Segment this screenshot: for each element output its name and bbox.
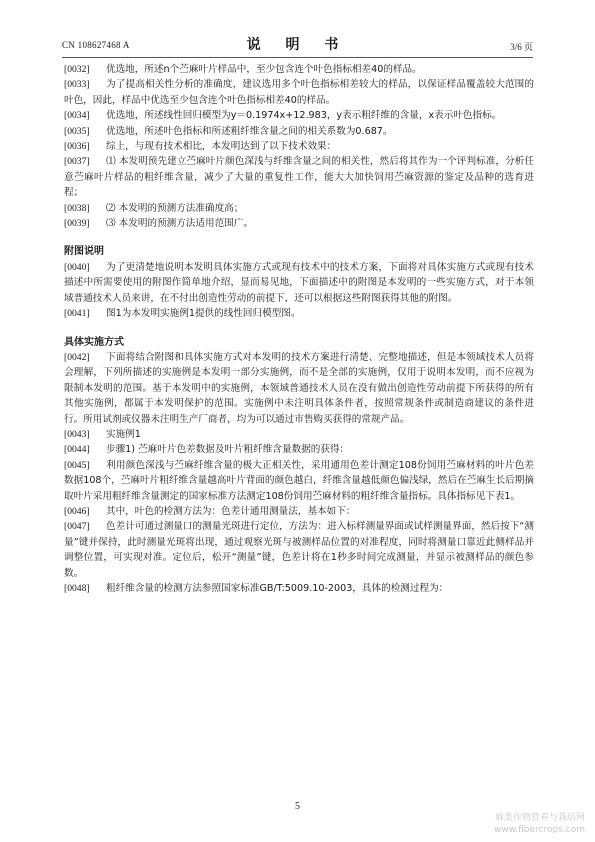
page-indicator: 3/6 页 [510, 42, 533, 52]
paragraph-number: [0041] [64, 308, 90, 320]
paragraph-number: [0035] [64, 125, 90, 137]
paragraph-number: [0046] [64, 505, 90, 517]
paragraph-text: 优选地，所述n个苎麻叶片样品中，至少包含连个叶色指标相差40的样品。 [106, 64, 422, 75]
paragraph [64, 442, 534, 457]
paragraph-text: 为了更清楚地说明本发明具体实施方式或现有技术中的技术方案，下面将对具体实施方式或现有技术描述中所需要使用的附图作简单地介绍，显而易见地，下面描述中的附图是本发明的一些实施方式，对于本领域普通技术人员来讲，在不付出创造性劳动的前提下，还可以根据这些附图获得其他的附图。 [64, 261, 534, 304]
paragraph-number: [0040] [64, 261, 90, 273]
paragraph-number: [0037] [64, 156, 90, 168]
paragraph-number: [0048] [64, 583, 90, 594]
document-body [64, 62, 534, 596]
watermark-line1: 麻类作物营养与栽培网 [494, 813, 585, 823]
paragraph [64, 306, 534, 321]
page-number: 5 [295, 801, 300, 812]
paragraph-number: [0032] [64, 64, 90, 75]
paragraph-text: 下面将结合附图和具体实施方式对本发明的技术方案进行清楚、完整地描述，但是本领域技术人员将会理解，下列所描述的实施例是本发明一部分实施例，而不是全部的实施例，仅用于说明本发明，而不应视为限制本发明的范围。基于本发明中的实施例，本领域普通技术人员在没有做出创造性劳动前提下所获得的所有其他实施例，都属于本发明保护的范围。实施例中未注明具体条件者，按照常规条件或制造商建议的条件进行。所用试剂或仪器未注明生产厂商者，均为可以通过市售购买获得的常规产品。 [64, 351, 534, 425]
paragraph [64, 124, 534, 139]
paragraph [64, 154, 534, 200]
paragraph-group-figures [64, 260, 534, 322]
paragraph-number: [0034] [64, 110, 90, 122]
paragraph-text: 优选地，所述线性回归模型为y＝0.1974x+12.983，y表示粗纤维的含量，x表示叶色指标。 [106, 110, 502, 122]
paragraph-number: [0045] [64, 459, 90, 471]
paragraph [64, 260, 534, 306]
paragraph-text: 图1为本发明实施例1提供的线性回归模型图。 [106, 308, 301, 320]
page-header [62, 34, 533, 54]
paragraph-number: [0038] [64, 202, 90, 214]
paragraph [64, 216, 534, 231]
section-gap [64, 322, 534, 335]
paragraph-number: [0044] [64, 444, 90, 456]
paragraph-text: 色差计可通过测量口的测量光斑进行定位，方法为：进入标样测量界面或试样测量界面，然后按下“测量”键并保持，此时测量光斑将出现，通过观察光斑与被测样品位置的对准程度，同时将测量口靠近此侧样品并调整位置，可实现对准。定位后，松开“测量”键，色差计将在1秒多时间完成测量，并显示被测样品的颜色参数。 [64, 521, 534, 579]
paragraph-text: 实施例1 [106, 428, 141, 440]
paragraph [64, 504, 534, 519]
section-gap [64, 231, 534, 244]
paragraph-text: ⑶ 本发明的预测方法适用范围广。 [106, 218, 253, 230]
paragraph-text: 其中，叶色的检测方法为：色差计通用测量法，基本如下： [106, 505, 356, 517]
paragraph-text: 步骤1) 苎麻叶片色差数据及叶片粗纤维含量数据的获得： [106, 444, 350, 456]
paragraph [64, 201, 534, 216]
paragraph-group-top [64, 62, 534, 231]
paragraph [64, 77, 534, 108]
watermark [494, 812, 585, 836]
section-title-embodiments: 具体实施方式 [64, 336, 124, 348]
publication-number: CN 108627468 A [62, 40, 130, 50]
document-title: 说 明 书 [246, 37, 349, 53]
paragraph [64, 458, 534, 504]
paragraph-number: [0039] [64, 218, 90, 230]
paragraph-text: 优选地，所述叶色指标和所述粗纤维含量之间的相关系数为0.687。 [106, 125, 393, 137]
paragraph-text: ⑵ 本发明的预测方法准确度高； [106, 202, 244, 214]
paragraph [64, 62, 534, 77]
paragraph-number: [0043] [64, 428, 90, 440]
paragraph-number: [0036] [64, 141, 90, 153]
paragraph-number: [0042] [64, 351, 90, 363]
header-divider [62, 57, 533, 58]
paragraph [64, 108, 534, 123]
paragraph-number: [0033] [64, 79, 90, 91]
paragraph [64, 519, 534, 581]
paragraph [64, 581, 534, 596]
paragraph [64, 427, 534, 442]
paragraph-text: 为了提高相关性分析的准确度，建议选用多个叶色指标相差较大的样品，以保证样品覆盖较大范围的叶色，因此，样品中优选至少包含连个叶色指标相差40的样品。 [64, 79, 534, 106]
watermark-line2: www.fibercrops.com [494, 825, 585, 835]
paragraph [64, 139, 534, 154]
paragraph-text: 粗纤维含量的检测方法参照国家标准GB/T:5009.10-2003，具体的检测过程为： [106, 583, 449, 594]
paragraph-text: 利用颜色深浅与苎麻纤维含量的极大正相关性，采用通用色差计测定108份饲用苎麻材料的叶片色差数据108个，苎麻叶片粗纤维含量越高叶片背面的颜色越白，纤维含量越低颜色偏浅绿，然后在苎麻生长后期摘取叶片采用粗纤维含量测定的国家标准方法测定108份饲用苎麻材料的粗纤维含量指标。具体指标见下表1。 [64, 459, 534, 502]
paragraph-group-embodiments [64, 350, 534, 597]
paragraph-text: ⑴ 本发明预先建立苎麻叶片颜色深浅与纤维含量之间的相关性，然后将其作为一个评判标准，分析任意苎麻叶片样品的粗纤维含量，减少了大量的重复性工作，能大大加快饲用苎麻资源的鉴定及品种的选育进程； [64, 156, 534, 199]
section-title-figures: 附图说明 [64, 246, 104, 258]
paragraph-text: 综上，与现有技术相比，本发明达到了以下技术效果： [106, 141, 337, 153]
paragraph-number: [0047] [64, 521, 90, 533]
paragraph [64, 350, 534, 427]
